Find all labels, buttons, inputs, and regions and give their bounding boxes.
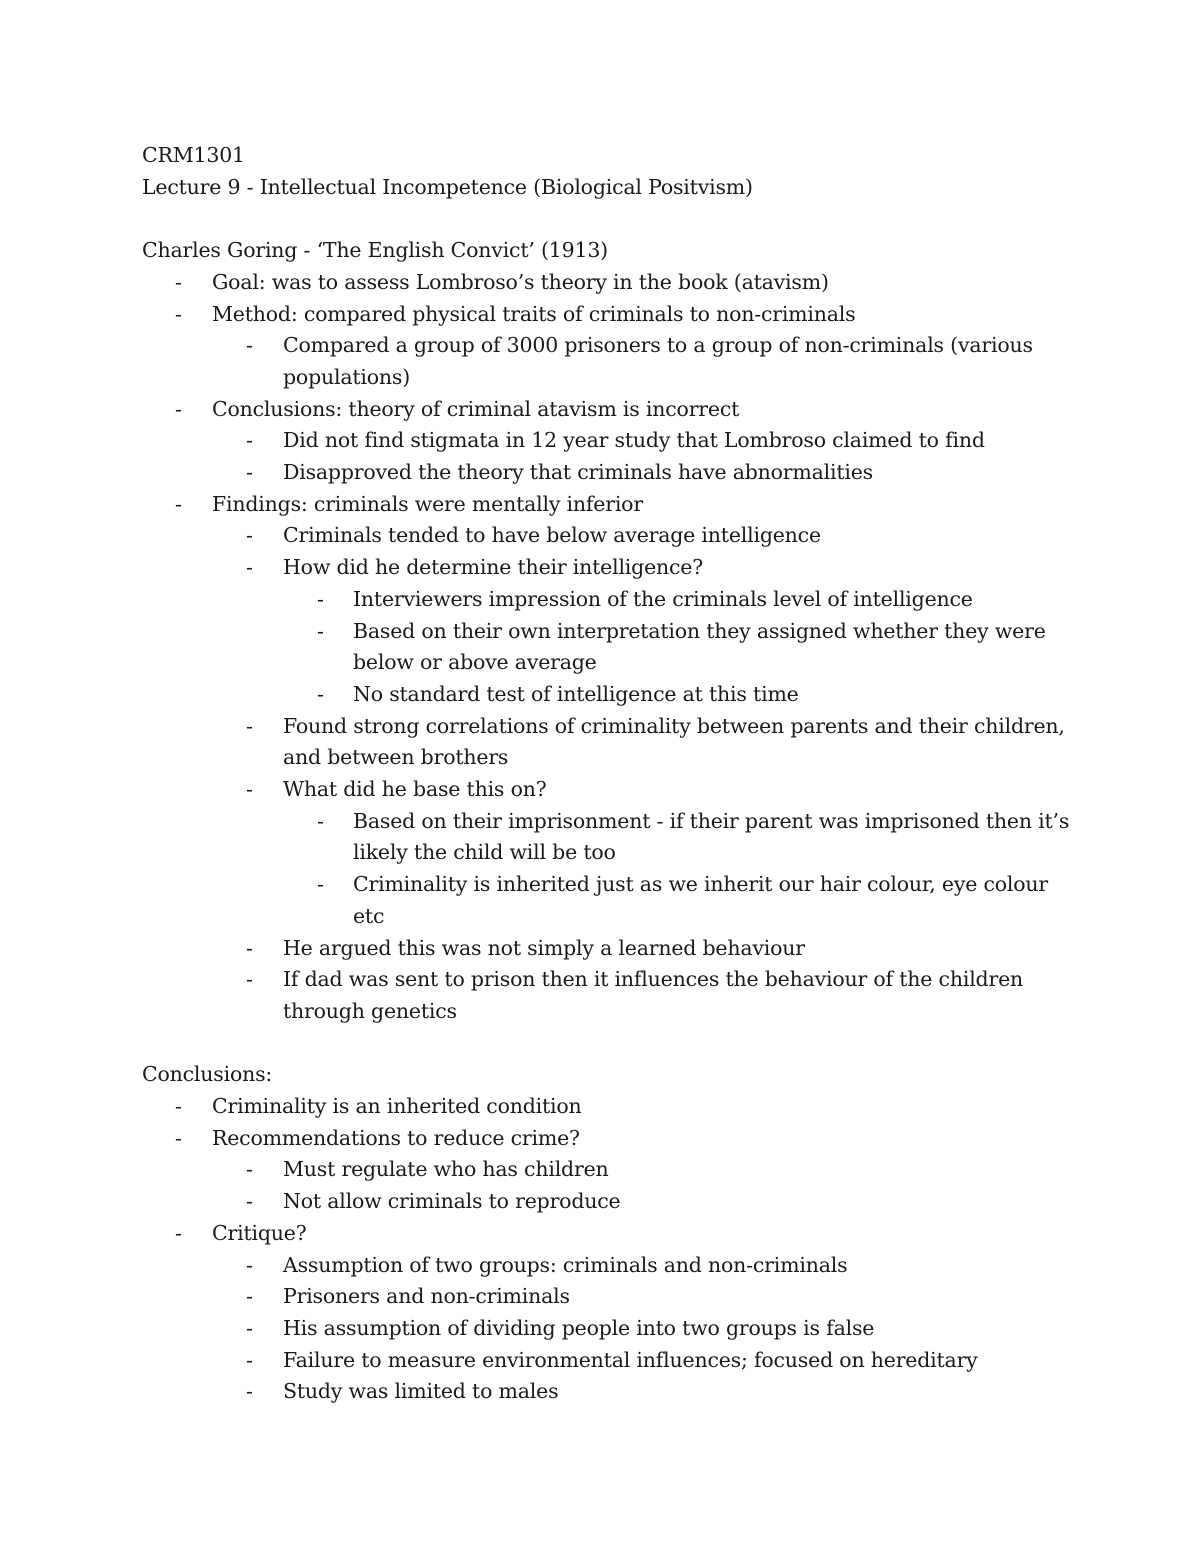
bullet-item [142, 679, 1082, 711]
bullet-text: Criminals tended to have below average intelligence [283, 523, 821, 548]
bullet-item [142, 616, 1082, 679]
spacer [142, 203, 1082, 235]
bullet-dash: - [246, 1284, 253, 1309]
bullet-item [142, 1250, 1082, 1282]
bullet-text: Recommendations to reduce crime? [212, 1125, 580, 1150]
bullet-dash: - [246, 1315, 253, 1340]
bullet-dash: - [246, 460, 253, 485]
bullet-item [142, 299, 1082, 331]
bullet-dash: - [246, 1347, 253, 1372]
bullet-dash: - [317, 586, 324, 611]
bullet-text: Assumption of two groups: criminals and non-criminals [283, 1252, 848, 1277]
bullet-item [142, 1313, 1082, 1345]
bullet-item [142, 1186, 1082, 1218]
bullet-dash: - [246, 1157, 253, 1182]
bullet-item [142, 964, 1082, 1027]
bullet-text: Method: compared physical traits of criminals to non-criminals [212, 301, 856, 326]
bullet-dash: - [246, 967, 253, 992]
notes-list-goring [142, 267, 1082, 1028]
bullet-dash: - [175, 269, 182, 294]
bullet-item [142, 1091, 1082, 1123]
bullet-dash: - [175, 1220, 182, 1245]
bullet-dash: - [175, 1094, 182, 1119]
bullet-text: Goal: was to assess Lombroso’s theory in the book (atavism) [212, 269, 829, 294]
bullet-text: Must regulate who has children [283, 1157, 609, 1182]
bullet-dash: - [317, 808, 324, 833]
spacer [142, 1028, 1082, 1060]
bullet-text: Found strong correlations of criminality between parents and their children, and between brothers [283, 713, 1065, 770]
bullet-text: Findings: criminals were mentally inferior [212, 491, 643, 516]
bullet-text: Study was limited to males [283, 1379, 559, 1404]
bullet-item [142, 1218, 1082, 1250]
bullet-item [142, 489, 1082, 521]
bullet-dash: - [246, 1189, 253, 1214]
bullet-dash: - [246, 777, 253, 802]
bullet-item [142, 1123, 1082, 1155]
bullet-dash: - [246, 523, 253, 548]
bullet-text: Compared a group of 3000 prisoners to a group of non-criminals (various populations) [283, 333, 1033, 389]
bullet-text: If dad was sent to prison then it influences the behaviour of the children through genetics [283, 967, 1024, 1023]
bullet-text: Criminality is an inherited condition [212, 1094, 582, 1119]
bullet-dash: - [175, 491, 182, 516]
lecture-title: Lecture 9 - Intellectual Incompetence (Biological Positvism) [142, 174, 753, 199]
document-body [142, 140, 1082, 1408]
bullet-item [142, 806, 1082, 869]
bullet-item [142, 1154, 1082, 1186]
bullet-item [142, 933, 1082, 965]
bullet-text: How did he determine their intelligence? [283, 555, 704, 580]
bullet-item [142, 1376, 1082, 1408]
bullet-item [142, 1281, 1082, 1313]
bullet-text: What did he base this on? [283, 777, 547, 802]
bullet-dash: - [246, 935, 253, 960]
bullet-item [142, 267, 1082, 299]
bullet-text: Failure to measure environmental influences; focused on hereditary [283, 1347, 978, 1372]
bullet-dash: - [246, 1252, 253, 1277]
bullet-item [142, 869, 1082, 932]
bullet-dash: - [246, 333, 253, 358]
bullet-dash: - [175, 396, 182, 421]
bullet-text: Conclusions: theory of criminal atavism is incorrect [212, 396, 740, 421]
bullet-dash: - [317, 872, 324, 897]
bullet-dash: - [246, 1379, 253, 1404]
bullet-dash: - [175, 1125, 182, 1150]
bullet-dash: - [246, 428, 253, 453]
notes-list-conclusions [142, 1091, 1082, 1408]
bullet-text: His assumption of dividing people into two groups is false [283, 1315, 875, 1340]
bullet-item [142, 774, 1082, 806]
bullet-text: Disapproved the theory that criminals have abnormalities [283, 460, 874, 485]
bullet-item [142, 520, 1082, 552]
bullet-text: Prisoners and non-criminals [283, 1284, 570, 1309]
bullet-item [142, 330, 1082, 393]
course-code: CRM1301 [142, 143, 245, 167]
bullet-item [142, 457, 1082, 489]
bullet-item [142, 552, 1082, 584]
bullet-text: Based on their imprisonment - if their parent was imprisoned then it’s likely the child will be too [353, 808, 1070, 865]
bullet-item [142, 1345, 1082, 1377]
bullet-text: Not allow criminals to reproduce [283, 1189, 621, 1214]
section-heading-conclusions: Conclusions: [142, 1062, 273, 1087]
bullet-item [142, 584, 1082, 616]
bullet-dash: - [175, 301, 182, 326]
section-heading-goring: Charles Goring - ‘The English Convict’ (1913) [142, 238, 608, 263]
bullet-text: He argued this was not simply a learned behaviour [283, 935, 805, 960]
bullet-text: Criminality is inherited just as we inherit our hair colour, eye colour etc [353, 872, 1049, 928]
bullet-text: Interviewers impression of the criminals level of intelligence [353, 586, 973, 611]
bullet-text: Based on their own interpretation they assigned whether they were below or above average [353, 618, 1046, 675]
bullet-item [142, 394, 1082, 426]
bullet-text: No standard test of intelligence at this time [353, 681, 799, 706]
bullet-dash: - [317, 681, 324, 706]
bullet-item [142, 711, 1082, 774]
bullet-dash: - [246, 555, 253, 580]
bullet-dash: - [317, 618, 324, 643]
bullet-dash: - [246, 713, 253, 738]
bullet-text: Critique? [212, 1220, 307, 1245]
bullet-text: Did not find stigmata in 12 year study that Lombroso claimed to find [283, 428, 985, 453]
bullet-item [142, 425, 1082, 457]
